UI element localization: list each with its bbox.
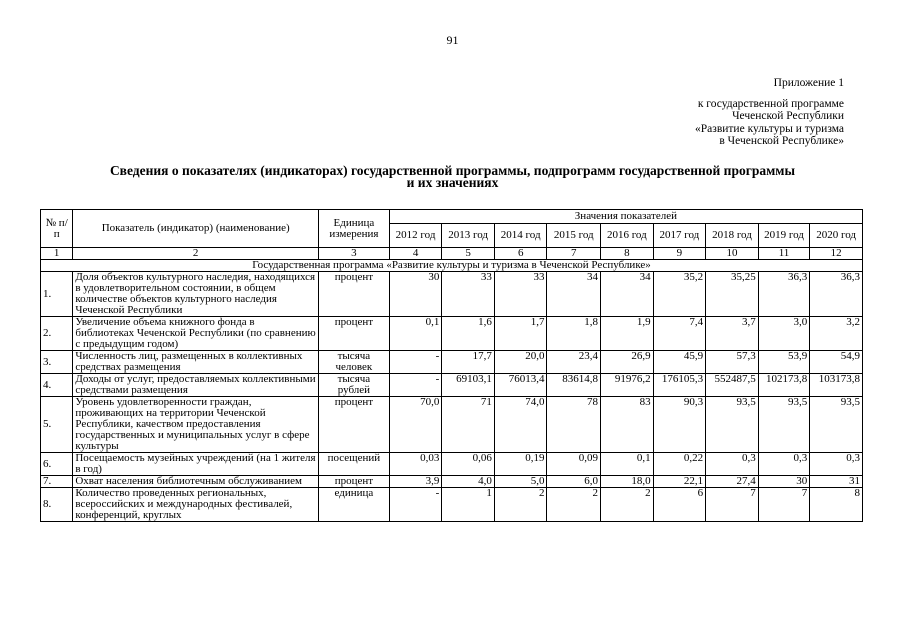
header-year: 2020 год [810, 224, 863, 248]
column-index-row [41, 248, 863, 260]
row-number: 1. [41, 272, 73, 317]
value-cell: 71 [442, 397, 495, 453]
header-year: 2014 год [494, 224, 547, 248]
document-title-line2: и их значениях [406, 175, 499, 190]
value-cell: 7 [758, 488, 810, 522]
value-cell: 7,4 [653, 317, 706, 351]
unit-cell: тысяча рублей [319, 374, 390, 397]
appendix-title: Приложение 1 [773, 77, 844, 89]
indicators-table [40, 209, 863, 522]
row-number: 6. [41, 453, 73, 476]
column-index: 6 [494, 248, 547, 260]
value-cell: 23,4 [547, 351, 601, 374]
value-cell: 17,7 [442, 351, 495, 374]
value-cell: 3,0 [758, 317, 810, 351]
value-cell: 22,1 [653, 476, 706, 488]
indicator-name: Охват населения библиотечным обслуживанием [73, 476, 319, 488]
row-number: 2. [41, 317, 73, 351]
column-index: 1 [41, 248, 73, 260]
value-cell: 57,3 [706, 351, 759, 374]
table-row [41, 374, 863, 397]
value-cell: 2 [494, 488, 547, 522]
value-cell: - [389, 374, 442, 397]
appendix-line: к государственной программе [697, 97, 844, 110]
value-cell: 76013,4 [494, 374, 547, 397]
value-cell: 1 [442, 488, 495, 522]
unit-cell: процент [319, 272, 390, 317]
table-row [41, 397, 863, 453]
unit-cell: процент [319, 317, 390, 351]
value-cell: 7 [706, 488, 759, 522]
value-cell: 103173,8 [810, 374, 863, 397]
value-cell: 0,1 [601, 453, 654, 476]
value-cell: 0,3 [758, 453, 810, 476]
value-cell: 6 [653, 488, 706, 522]
value-cell: 93,5 [758, 397, 810, 453]
appendix-block [695, 77, 844, 148]
table-row [41, 317, 863, 351]
value-cell: 70,0 [389, 397, 442, 453]
unit-cell: процент [319, 476, 390, 488]
value-cell: 91976,2 [601, 374, 654, 397]
indicator-name: Уровень удовлетворенности граждан, проживающих на территории Чеченской Республики, качеством предоставления государственных и муниципальных услуг в сфере культуры [73, 397, 319, 453]
value-cell: 0,3 [706, 453, 759, 476]
indicator-name: Численность лиц, размещенных в коллективных средствах размещения [73, 351, 319, 374]
value-cell: 6,0 [547, 476, 601, 488]
value-cell: - [389, 488, 442, 522]
header-indicator: Показатель (индикатор) (наименование) [73, 210, 319, 248]
value-cell: 1,6 [442, 317, 495, 351]
value-cell: 83614,8 [547, 374, 601, 397]
value-cell: - [389, 351, 442, 374]
value-cell: 31 [810, 476, 863, 488]
value-cell: 90,3 [653, 397, 706, 453]
appendix-line: Чеченской Республики [732, 110, 844, 122]
value-cell: 33 [494, 272, 547, 317]
appendix-line: «Развитие культуры и туризма [695, 122, 844, 135]
value-cell: 0,06 [442, 453, 495, 476]
header-year: 2012 год [389, 224, 442, 248]
indicator-name: Доходы от услуг, предоставляемых коллективными средствами размещения [73, 374, 319, 397]
value-cell: 78 [547, 397, 601, 453]
value-cell: 69103,1 [442, 374, 495, 397]
column-index: 3 [319, 248, 390, 260]
value-cell: 36,3 [810, 272, 863, 317]
value-cell: 2 [601, 488, 654, 522]
value-cell: 34 [547, 272, 601, 317]
value-cell: 83 [601, 397, 654, 453]
value-cell: 26,9 [601, 351, 654, 374]
appendix-line: в Чеченской Республике» [719, 135, 844, 147]
indicator-name: Количество проведенных региональных, всероссийских и международных фестивалей, конференций, круглых [73, 488, 319, 522]
header-year: 2019 год [758, 224, 810, 248]
value-cell: 36,3 [758, 272, 810, 317]
value-cell: 5,0 [494, 476, 547, 488]
header-values: Значения показателей [389, 210, 862, 224]
header-year: 2013 год [442, 224, 495, 248]
header-num: № п/п [41, 210, 73, 248]
value-cell: 1,9 [601, 317, 654, 351]
table-row [41, 272, 863, 317]
value-cell: 30 [389, 272, 442, 317]
column-index: 11 [758, 248, 810, 260]
value-cell: 4,0 [442, 476, 495, 488]
section-title: Государственная программа «Развитие культуры и туризма в Чеченской Республике» [41, 260, 863, 272]
row-number: 8. [41, 488, 73, 522]
column-index: 8 [601, 248, 654, 260]
indicator-name: Посещаемость музейных учреждений (на 1 жителя в год) [73, 453, 319, 476]
row-number: 5. [41, 397, 73, 453]
header-year: 2017 год [653, 224, 706, 248]
value-cell: 0,22 [653, 453, 706, 476]
indicator-name: Доля объектов культурного наследия, находящихся в удовлетворительном состоянии, в общем количестве объектов культурного наследия Чеченской Республики [73, 272, 319, 317]
value-cell: 3,2 [810, 317, 863, 351]
column-index: 2 [73, 248, 319, 260]
header-unit: Единица измерения [319, 210, 390, 248]
unit-cell: тысяча человек [319, 351, 390, 374]
value-cell: 35,2 [653, 272, 706, 317]
value-cell: 30 [758, 476, 810, 488]
row-number: 4. [41, 374, 73, 397]
document-title-line1: Сведения о показателях (индикаторах) государственной программы, подпрограмм государственной программы [109, 163, 796, 178]
column-index: 10 [706, 248, 759, 260]
table-row [41, 476, 863, 488]
table-row [41, 488, 863, 522]
column-index: 4 [389, 248, 442, 260]
value-cell: 3,7 [706, 317, 759, 351]
column-index: 7 [547, 248, 601, 260]
column-index: 12 [810, 248, 863, 260]
value-cell: 2 [547, 488, 601, 522]
value-cell: 34 [601, 272, 654, 317]
indicator-name: Увеличение объема книжного фонда в библиотеках Чеченской Республики (по сравнению с предыдущим годом) [73, 317, 319, 351]
value-cell: 45,9 [653, 351, 706, 374]
column-index: 5 [442, 248, 495, 260]
value-cell: 3,9 [389, 476, 442, 488]
document-title [60, 165, 845, 189]
value-cell: 53,9 [758, 351, 810, 374]
unit-cell: процент [319, 397, 390, 453]
value-cell: 0,19 [494, 453, 547, 476]
unit-cell: единица [319, 488, 390, 522]
value-cell: 20,0 [494, 351, 547, 374]
value-cell: 0,03 [389, 453, 442, 476]
row-number: 7. [41, 476, 73, 488]
value-cell: 8 [810, 488, 863, 522]
header-year: 2018 год [706, 224, 759, 248]
value-cell: 0,09 [547, 453, 601, 476]
header-year: 2015 год [547, 224, 601, 248]
value-cell: 35,25 [706, 272, 759, 317]
row-number: 3. [41, 351, 73, 374]
page-number: 91 [446, 33, 459, 47]
value-cell: 93,5 [706, 397, 759, 453]
value-cell: 102173,8 [758, 374, 810, 397]
table-row [41, 351, 863, 374]
value-cell: 176105,3 [653, 374, 706, 397]
unit-cell: посещений [319, 453, 390, 476]
value-cell: 54,9 [810, 351, 863, 374]
value-cell: 1,8 [547, 317, 601, 351]
value-cell: 1,7 [494, 317, 547, 351]
header-year: 2016 год [601, 224, 654, 248]
value-cell: 93,5 [810, 397, 863, 453]
value-cell: 27,4 [706, 476, 759, 488]
value-cell: 552487,5 [706, 374, 759, 397]
column-index: 9 [653, 248, 706, 260]
value-cell: 74,0 [494, 397, 547, 453]
table-row [41, 453, 863, 476]
value-cell: 0,1 [389, 317, 442, 351]
value-cell: 18,0 [601, 476, 654, 488]
value-cell: 0,3 [810, 453, 863, 476]
value-cell: 33 [442, 272, 495, 317]
section-row [41, 260, 863, 272]
